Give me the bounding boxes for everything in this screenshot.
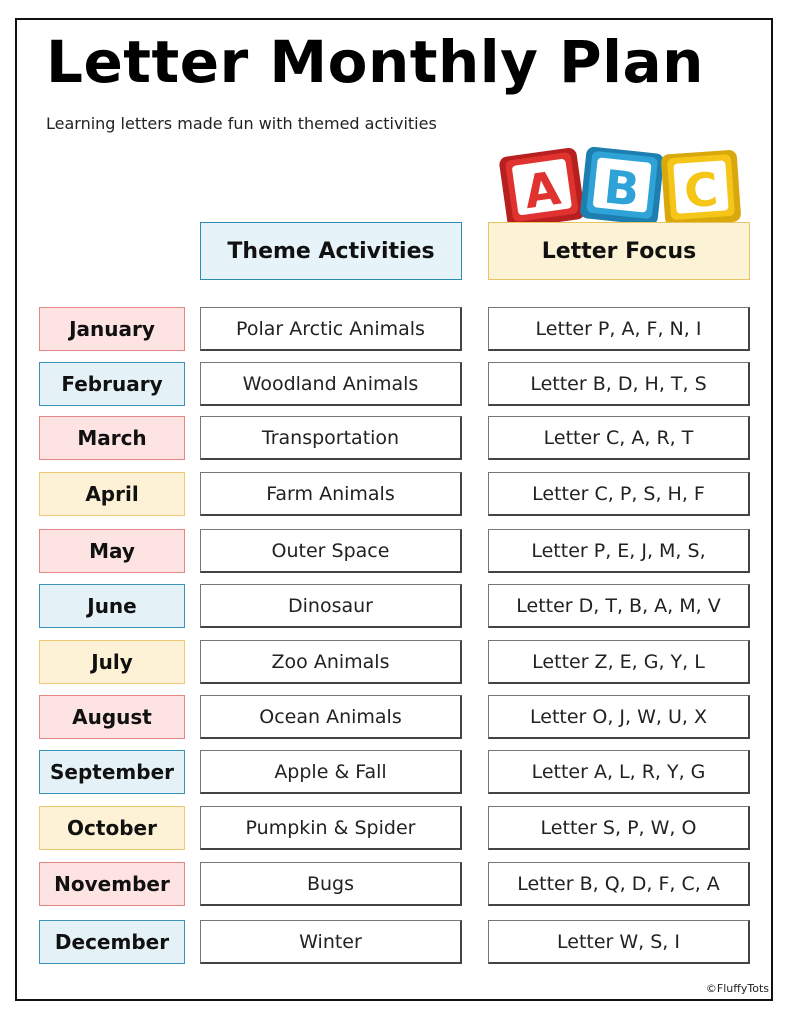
month-label: December bbox=[39, 920, 185, 964]
month-label: October bbox=[39, 806, 185, 850]
letter-focus-cell: Letter B, Q, D, F, C, A bbox=[488, 862, 750, 906]
letter-focus-header: Letter Focus bbox=[488, 222, 750, 280]
theme-activity-cell: Transportation bbox=[200, 416, 462, 460]
block-c-letter: C bbox=[682, 161, 720, 219]
theme-activity-cell: Apple & Fall bbox=[200, 750, 462, 794]
theme-activity-cell: Winter bbox=[200, 920, 462, 964]
letter-focus-cell: Letter B, D, H, T, S bbox=[488, 362, 750, 406]
letter-focus-cell: Letter P, E, J, M, S, bbox=[488, 529, 750, 573]
letter-focus-cell: Letter O, J, W, U, X bbox=[488, 695, 750, 739]
letter-focus-cell: Letter A, L, R, Y, G bbox=[488, 750, 750, 794]
month-label: July bbox=[39, 640, 185, 684]
theme-activity-cell: Polar Arctic Animals bbox=[200, 307, 462, 351]
theme-activity-cell: Dinosaur bbox=[200, 584, 462, 628]
theme-activity-cell: Bugs bbox=[200, 862, 462, 906]
theme-activity-cell: Pumpkin & Spider bbox=[200, 806, 462, 850]
theme-activity-cell: Farm Animals bbox=[200, 472, 462, 516]
month-label: June bbox=[39, 584, 185, 628]
block-b bbox=[579, 146, 664, 226]
theme-activity-cell: Ocean Animals bbox=[200, 695, 462, 739]
block-b-letter: B bbox=[601, 159, 643, 217]
letter-focus-cell: Letter W, S, I bbox=[488, 920, 750, 964]
month-label: November bbox=[39, 862, 185, 906]
copyright-credit: ©FluffyTots bbox=[705, 982, 769, 995]
theme-activity-cell: Woodland Animals bbox=[200, 362, 462, 406]
theme-activity-cell: Outer Space bbox=[200, 529, 462, 573]
letter-focus-cell: Letter Z, E, G, Y, L bbox=[488, 640, 750, 684]
month-label: January bbox=[39, 307, 185, 351]
block-a-letter: A bbox=[520, 160, 564, 220]
page-subtitle: Learning letters made fun with themed activities bbox=[46, 114, 437, 133]
block-c bbox=[661, 150, 742, 227]
theme-activity-cell: Zoo Animals bbox=[200, 640, 462, 684]
letter-focus-cell: Letter C, A, R, T bbox=[488, 416, 750, 460]
month-label: August bbox=[39, 695, 185, 739]
letter-focus-cell: Letter C, P, S, H, F bbox=[488, 472, 750, 516]
letter-focus-cell: Letter P, A, F, N, I bbox=[488, 307, 750, 351]
month-label: March bbox=[39, 416, 185, 460]
month-label: February bbox=[39, 362, 185, 406]
month-label: September bbox=[39, 750, 185, 794]
block-a bbox=[498, 147, 585, 228]
letter-focus-cell: Letter S, P, W, O bbox=[488, 806, 750, 850]
letter-focus-cell: Letter D, T, B, A, M, V bbox=[488, 584, 750, 628]
page-title: Letter Monthly Plan bbox=[46, 28, 704, 96]
theme-activities-header: Theme Activities bbox=[200, 222, 462, 280]
month-label: May bbox=[39, 529, 185, 573]
abc-blocks-icon bbox=[497, 146, 743, 228]
month-label: April bbox=[39, 472, 185, 516]
